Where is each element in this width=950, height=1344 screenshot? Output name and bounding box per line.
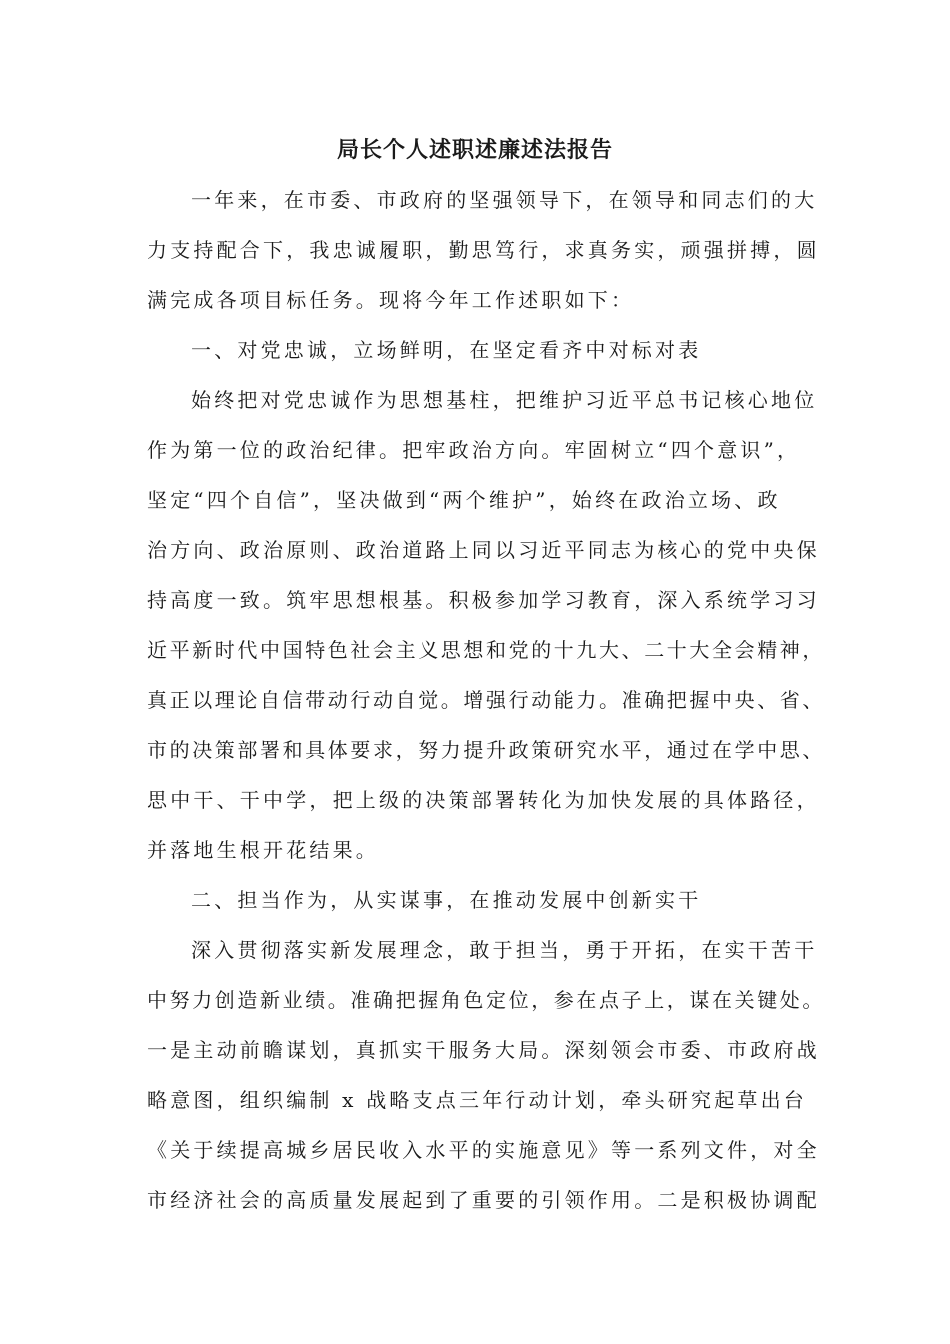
paragraph-line: 一年来，在市委、市政府的坚强领导下，在领导和同志们的大: [191, 188, 818, 212]
paragraph-line: 略意图，组织编制 x 战略支点三年行动计划，牵头研究起草出台: [147, 1088, 807, 1112]
paragraph-line: 深入贯彻落实新发展理念，敢于担当，勇于开拓，在实干苦干: [191, 938, 818, 962]
paragraph-line: 作为第一位的政治纪律。把牢政治方向。牢固树立“四个意识”，: [147, 438, 801, 462]
paragraph-line: 一是主动前瞻谋划，真抓实干服务大局。深刻领会市委、市政府战: [147, 1038, 820, 1062]
paragraph-line: 并落地生根开花结果。: [147, 838, 379, 862]
paragraph-line: 满完成各项目标任务。现将今年工作述职如下：: [147, 288, 635, 312]
section-heading: 一、对党忠诚，立场鲜明，在坚定看齐中对标对表: [191, 338, 702, 362]
paragraph-line: 治方向、政治原则、政治道路上同以习近平同志为核心的党中央保: [147, 538, 820, 562]
paragraph-line: 近平新时代中国特色社会主义思想和党的十九大、二十大全会精神，: [147, 638, 825, 662]
paragraph-line: 中努力创造新业绩。准确把握角色定位，参在点子上，谋在关键处。: [147, 988, 825, 1012]
paragraph-line: 市的决策部署和具体要求，努力提升政策研究水平，通过在学中思、: [147, 738, 825, 762]
paragraph-line: 力支持配合下，我忠诚履职，勤思笃行，求真务实，顽强拼搏，圆: [147, 238, 820, 262]
paragraph-line: 真正以理论自信带动行动自觉。增强行动能力。准确把握中央、省、: [147, 688, 825, 712]
section-heading: 二、担当作为，从实谋事，在推动发展中创新实干: [191, 888, 702, 912]
paragraph-line: 始终把对党忠诚作为思想基柱，把维护习近平总书记核心地位: [191, 388, 818, 412]
paragraph-line: 《关于续提高城乡居民收入水平的实施意见》等一系列文件，对全: [147, 1138, 820, 1162]
paragraph-line: 坚定“四个自信”，坚决做到“两个维护”，始终在政治立场、政: [147, 488, 781, 512]
paragraph-line: 持高度一致。筑牢思想根基。积极参加学习教育，深入系统学习习: [147, 588, 820, 612]
document-title: 局长个人述职述廉述法报告: [336, 137, 613, 163]
paragraph-line: 思中干、干中学，把上级的决策部署转化为加快发展的具体路径，: [147, 788, 820, 812]
paragraph-line: 市经济社会的高质量发展起到了重要的引领作用。二是积极协调配: [147, 1188, 820, 1212]
